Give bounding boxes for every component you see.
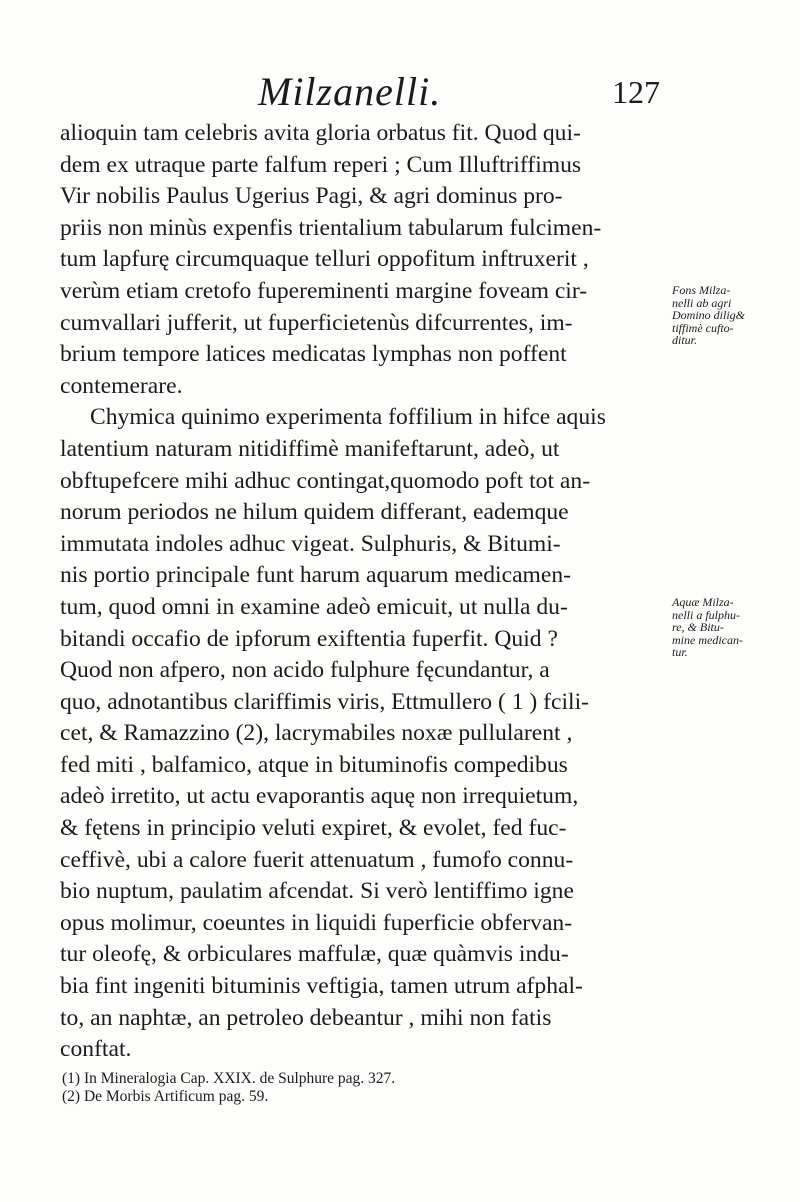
margin-note-line: Fons Milza- <box>672 283 731 297</box>
margin-note-line: Domino dilig& <box>672 308 746 322</box>
text-line: conftat. <box>60 1036 132 1063</box>
page-number: 127 <box>612 74 660 110</box>
margin-note-line: nelli a fulphu- <box>672 607 740 622</box>
text-line: cet, & Ramazzino (2), lacrymabiles noxæ pullularent , <box>60 720 573 747</box>
text-line: to, an naphtæ, an petroleo debeantur , mihi non fatis <box>60 1004 552 1031</box>
text-line: tur oleofę, & orbiculares maffulæ, quæ quàmvis indu- <box>60 941 569 968</box>
text-line: brium tempore latices medicatas lymphas non poffent <box>60 341 567 368</box>
text-line: tum, quod omni in examine adeò emicuit, ut nulla du- <box>60 593 568 620</box>
text-line: & fętens in principio veluti expiret, & evolet, fed fuc- <box>60 815 567 842</box>
text-line: contemerare. <box>60 372 183 399</box>
margin-note-fons <box>672 284 792 347</box>
footnote: (1) In Mineralogia Cap. XXIX. de Sulphure pag. 327. <box>62 1070 396 1087</box>
margin-note-line: re, & Bitu- <box>672 620 724 634</box>
text-line: quo, adnotantibus clariffimis viris, Ettmullero ( 1 ) fcili- <box>60 688 590 715</box>
text-line: dem ex utraque parte falfum reperi ; Cum Illuftriffimus <box>60 151 582 178</box>
margin-note-line: mine medican- <box>672 632 743 647</box>
text-line: bio nuptum, paulatim afcendat. Si verò lentiffimo igne <box>60 878 574 905</box>
text-line: verùm etiam cretofo fupereminenti margine foveam cir- <box>60 277 588 304</box>
margin-note-line: nelli ab agri <box>672 295 732 310</box>
margin-note-aquae <box>672 596 792 659</box>
text-line: bia fint ingeniti bituminis veftigia, tamen utrum afphal- <box>60 973 583 1000</box>
text-line: opus molimur, coeuntes in liquidi fuperficie obfervan- <box>60 909 573 936</box>
text-line: cumvallari jufferit, ut fuperficietenùs difcurrentes, im- <box>60 309 573 336</box>
margin-note-line: tiffimè cufto- <box>672 320 734 335</box>
margin-note-line: tur. <box>672 645 688 659</box>
footnotes <box>62 1070 722 1106</box>
running-title: Milzanelli. <box>258 69 442 114</box>
text-line: Quod non afpero, non acido fulphure fęcundantur, a <box>60 657 550 684</box>
text-line: Vir nobilis Paulus Ugerius Pagi, & agri dominus pro- <box>60 183 563 210</box>
margin-note-line: Aquæ Milza- <box>672 595 734 609</box>
text-line: ceffivè, ubi a calore fuerit attenuatum , fumofo connu- <box>60 846 574 873</box>
text-line: obftupefcere mihi adhuc contingat,quomodo poft tot an- <box>60 467 591 494</box>
text-line: alioquin tam celebris avita gloria orbatus fit. Quod qui- <box>60 120 581 146</box>
text-line: latentium naturam nitidiffimè manifeftarunt, adeò, ut <box>60 435 560 462</box>
text-line: norum periodos ne hilum quidem differant, eademque <box>60 499 569 526</box>
text-line: nis portio principale funt harum aquarum medicamen- <box>60 562 572 589</box>
text-line: bitandi occafio de ipforum exiftentia fuperfit. Quid ? <box>60 625 558 652</box>
page-header <box>0 68 800 118</box>
main-text <box>60 118 670 1066</box>
margin-note-line: ditur. <box>672 333 698 347</box>
text-line: tum lapfurę circumquaque telluri oppofitum inftruxerit , <box>60 246 589 273</box>
text-line: priis non minùs expenfis trientalium tabularum fulcimen- <box>60 214 602 241</box>
text-line: Chymica quinimo experimenta foffilium in hifce aquis <box>90 404 606 431</box>
text-line: adeò irretito, ut actu evaporantis aquę non irrequietum, <box>60 783 579 810</box>
text-line: immutata indoles adhuc vigeat. Sulphuris, & Bitumi- <box>60 530 561 557</box>
text-line: fed miti , balfamico, atque in bituminofis compedibus <box>60 751 568 778</box>
footnote: (2) De Morbis Artificum pag. 59. <box>62 1088 269 1105</box>
